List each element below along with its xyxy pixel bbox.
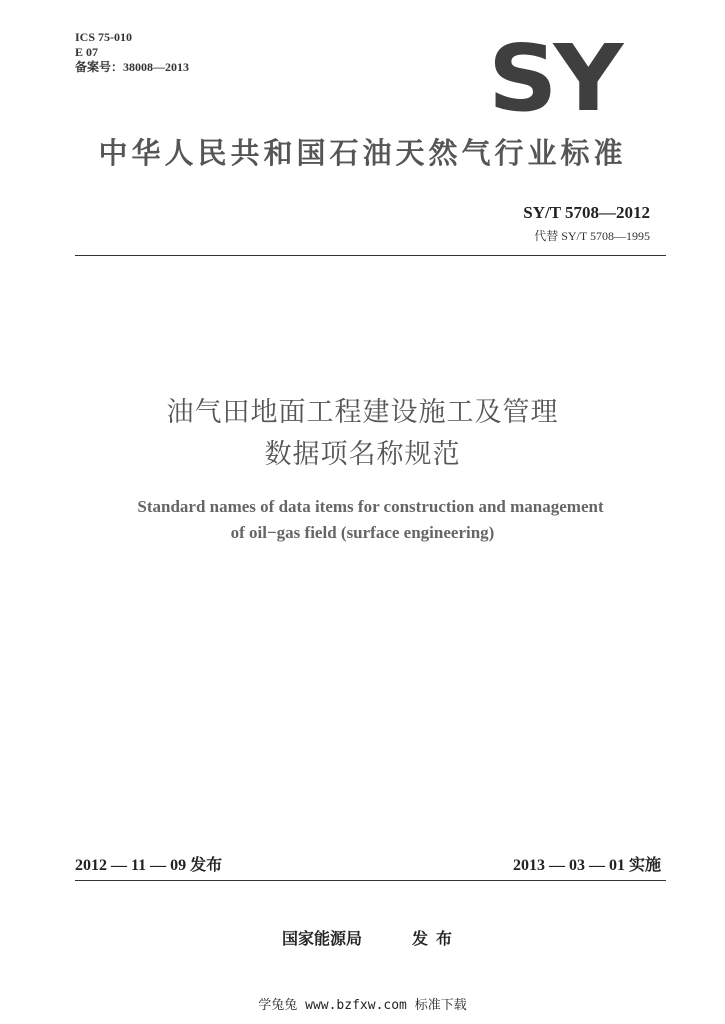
issuer-action: 发布: [412, 929, 461, 948]
document-title-cn-line1: 油气田地面工程建设施工及管理: [166, 397, 559, 428]
sy-logo: SY: [488, 25, 620, 132]
standard-code: SY/T 5708—2012: [523, 203, 650, 222]
top-divider: [75, 255, 666, 256]
replaces-standard: 代替 SY/T 5708—1995: [534, 229, 650, 243]
implementation-date: 2013 — 03 — 01 实施: [512, 857, 661, 874]
document-title-en-line1: Standard names of data items for construction and management: [137, 497, 604, 516]
standard-category-title: 中华人民共和国石油天然气行业标准: [98, 136, 627, 170]
record-number: 备案号：38008—2013: [75, 60, 190, 74]
classification-code: E 07: [75, 45, 99, 59]
ics-code: ICS 75-010: [75, 30, 133, 44]
issuer-name: 国家能源局: [282, 929, 363, 948]
issue-date: 2012 — 11 — 09 发布: [75, 857, 223, 874]
document-title-cn-line2: 数据项名称规范: [264, 439, 461, 470]
document-title-en-line2: of oil−gas field (surface engineering): [230, 523, 495, 542]
footer-watermark: 学兔兔 www.bzfxw.com 标准下载: [258, 998, 467, 1013]
bottom-divider: [75, 880, 666, 881]
